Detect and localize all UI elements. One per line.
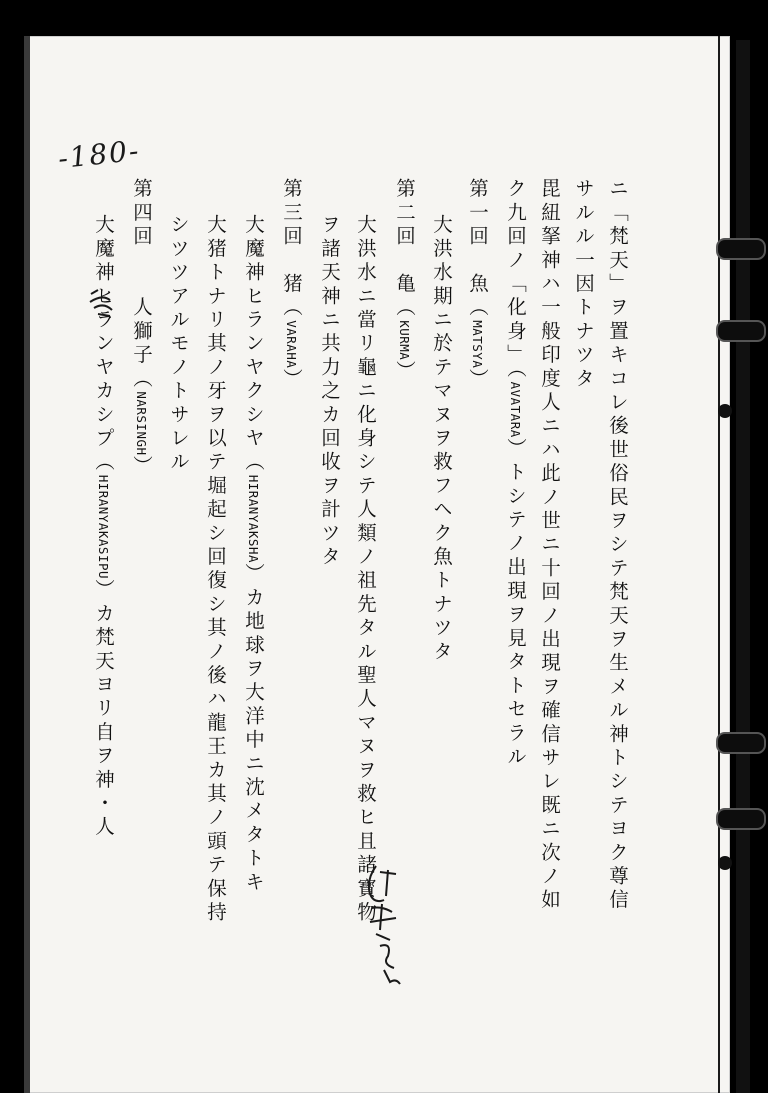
- column-text: ）: [466, 368, 489, 393]
- binding-rule: [718, 36, 720, 1093]
- roman-transliteration: VARAHA: [284, 320, 299, 369]
- column-text: ヲ諸天神ニ共力之カ回收ヲ計ツタ: [318, 214, 341, 570]
- column-text: 第四回 人獅子（: [130, 178, 153, 392]
- column-text: ク九回ノ「化身」（: [504, 178, 527, 382]
- column-text: 毘紐拏神ハ一般印度人ニハ此ノ世ニ十回ノ出現ヲ確信サレ既ニ次ノ如: [538, 178, 561, 913]
- binding-hole: [718, 404, 732, 418]
- column-text: ）: [280, 368, 303, 393]
- page-gutter: [24, 36, 30, 1093]
- binding-spine: [736, 40, 750, 1093]
- text-column: [314, 214, 344, 570]
- text-column: [276, 178, 306, 392]
- roman-transliteration: HIRANYAKSHA: [246, 474, 261, 563]
- column-text: ニ「梵天」ヲ置キコレ後世俗民ヲシテ梵天ヲ生メル神トシテヨク尊信: [606, 178, 629, 913]
- roman-transliteration: NARSINGH: [134, 391, 149, 456]
- column-text: ）カ地球ヲ大洋中ニ沈メタトキ: [242, 563, 265, 895]
- column-text: サルル一因トナツタ: [572, 178, 595, 392]
- column-text: ）カ梵天ヨリ自ヲ神・人: [92, 579, 115, 840]
- page-number: -180-: [56, 133, 142, 176]
- text-column: [602, 178, 632, 913]
- column-text: ）: [393, 360, 416, 385]
- binding-ring: [716, 808, 766, 830]
- binding-ring: [716, 320, 766, 342]
- column-text: 大洪水ニ當リ龜ニ化身シテ人類ノ祖先タル聖人マヌヲ救ヒ且諸寳物: [354, 214, 377, 925]
- column-text: シツツアルモノトサレル: [167, 214, 190, 475]
- roman-transliteration: KURMA: [397, 320, 412, 361]
- handwritten-annotation: [362, 860, 412, 990]
- roman-transliteration: MATSYA: [470, 320, 485, 369]
- text-column: [389, 178, 419, 384]
- text-column: [238, 214, 268, 895]
- roman-transliteration: HIRANYAKASIPU: [96, 474, 111, 580]
- text-column: [163, 214, 193, 475]
- column-text: 第三回 猪（: [280, 178, 303, 321]
- column-text: 大魔神ヒランヤクシヤ（: [242, 214, 265, 475]
- binding-ring: [716, 732, 766, 754]
- text-column: [350, 214, 380, 925]
- text-column: [568, 178, 598, 391]
- text-column: [126, 178, 156, 479]
- column-text: ）トシテノ出現ヲ見タトセラル: [504, 437, 527, 770]
- column-text: 大洪水期ニ於テマヌヲ救フヘク魚トナツタ: [430, 214, 453, 665]
- column-text: 第一回 魚（: [466, 178, 489, 321]
- column-text: 第二回 亀（: [393, 178, 416, 321]
- text-column: [500, 178, 530, 770]
- column-text: 大魔神ヒランヤカシプ（: [92, 214, 115, 475]
- text-column: [534, 178, 564, 913]
- text-column: [200, 214, 230, 925]
- text-column: [462, 178, 492, 392]
- roman-transliteration: AVATARA: [508, 381, 523, 438]
- binding-ring: [716, 238, 766, 260]
- column-text: 大猪トナリ其ノ牙ヲ以テ堀起シ回復シ其ノ後ハ龍王カ其ノ頭テ保持: [204, 214, 227, 925]
- binding-hole: [718, 856, 732, 870]
- text-column: [426, 214, 456, 664]
- handwritten-mark: [88, 288, 116, 318]
- column-text: ）: [130, 455, 153, 480]
